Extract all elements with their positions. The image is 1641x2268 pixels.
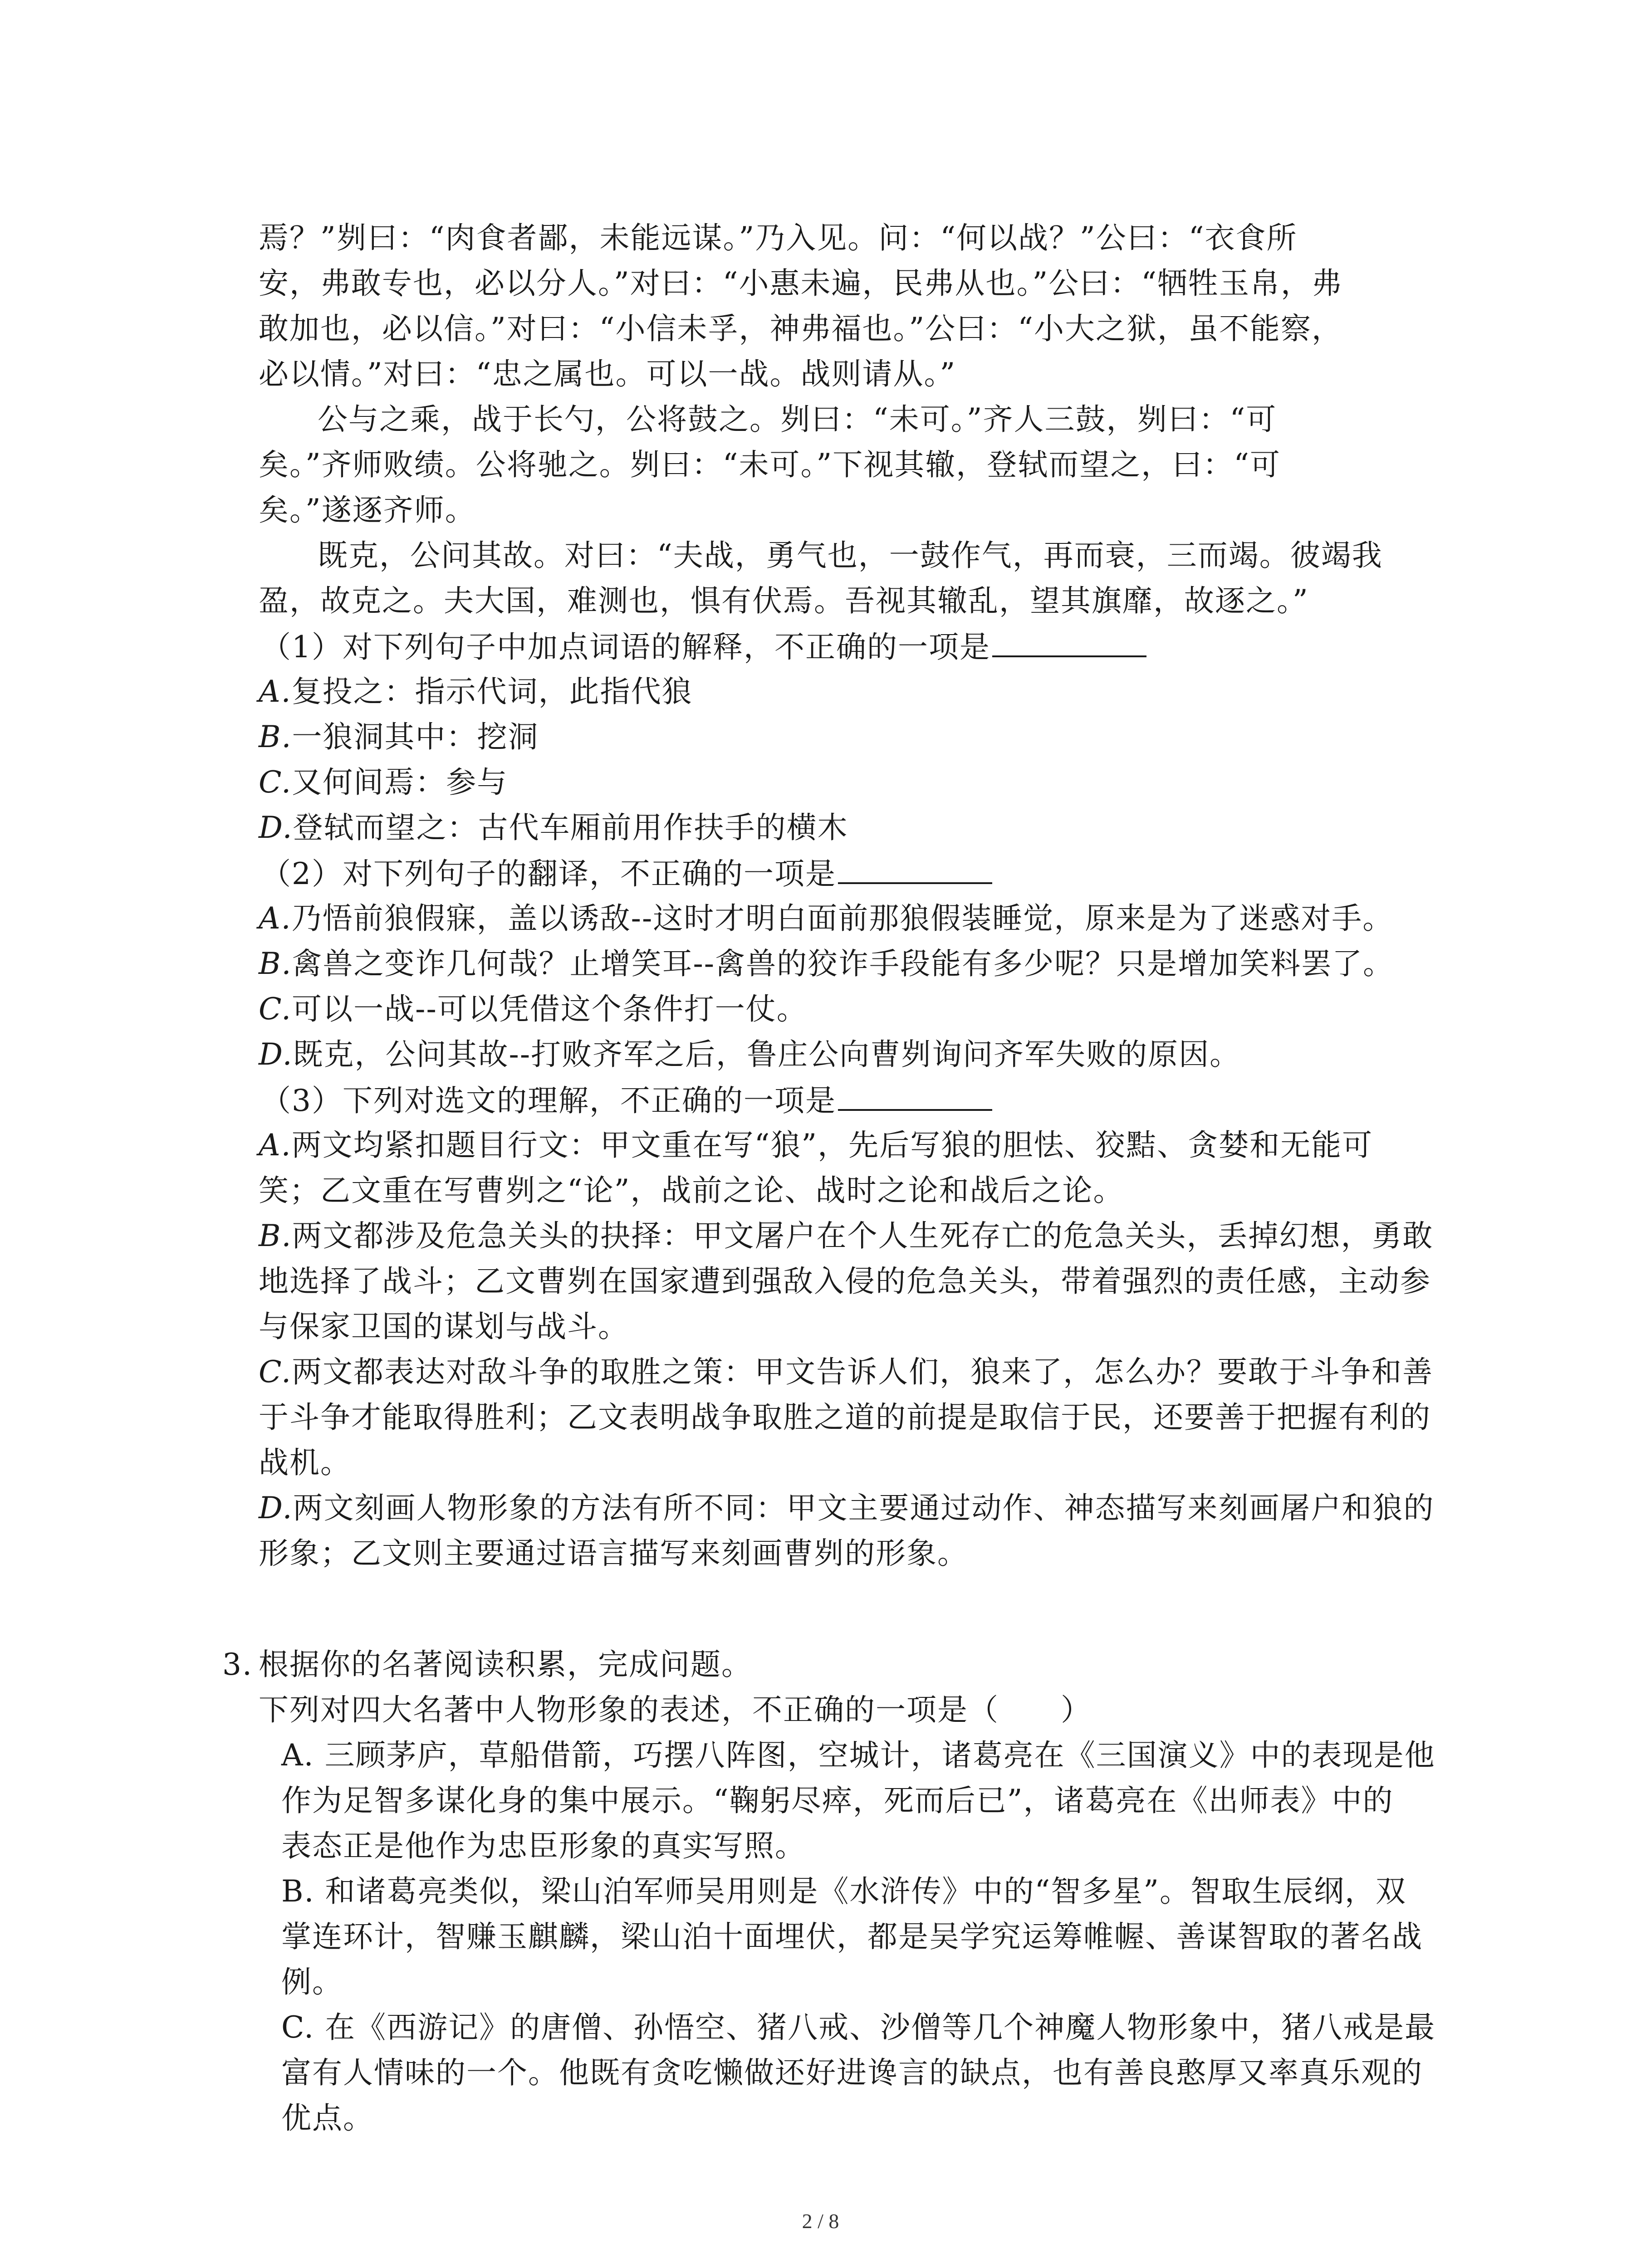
option-letter: D. (259, 1491, 293, 1525)
option-continuation: 优点。 (281, 2101, 374, 2136)
passage-line: 必以情。”对曰：“忠之属也。可以一战。战则请从。” (259, 357, 956, 391)
option-letter: A. (259, 901, 292, 936)
option-text: 乃悟前狼假寐，盖以诱敌--这时才明白面前那狼假装睡觉，原来是为了迷惑对手。 (291, 901, 1394, 936)
option-text: 两文均紧扣题目行文：甲文重在写“狼”，先后写狼的胆怯、狡黠、贪婪和无能可 (291, 1128, 1373, 1163)
option-continuation: 富有人情味的一个。他既有贪吃懒做还好进谗言的缺点，也有善良憨厚又率真乐观的 (281, 2055, 1423, 2090)
option-letter: B. (259, 719, 292, 754)
option (259, 714, 539, 760)
option-letter: C. (259, 992, 292, 1026)
option-text: 一狼洞其中：挖洞 (292, 719, 539, 754)
option-letter: C. (259, 765, 292, 800)
passage-line: 矣。”齐师败绩。公将驰之。刿曰：“未可。”下视其辙，登轼而望之，曰：“可 (259, 447, 1281, 482)
option-text: 又何间焉：参与 (292, 765, 508, 800)
option-text: 两文都涉及危急关头的抉择：甲文屠户在个人生死存亡的危急关头，丢掉幻想，勇敢 (292, 1218, 1434, 1253)
option-text: 登轼而望之：古代车厢前用作扶手的横木 (293, 810, 848, 845)
question-stem-text: （3）下列对选文的理解，不正确的一项是 (261, 1083, 836, 1118)
question-stem: 下列对四大名著中人物形象的表述，不正确的一项是（ ） (259, 1692, 1092, 1727)
option-text: 禽兽之变诈几何哉？止增笑耳--禽兽的狡诈手段能有多少呢？只是增加笑料罢了。 (292, 946, 1394, 981)
option-letter: D. (259, 810, 293, 845)
option-text: 可以一战--可以凭借这个条件打一仗。 (292, 992, 808, 1026)
option: A. 三顾茅庐，草船借箭，巧摆八阵图，空城计，诸葛亮在《三国演义》中的表现是他 (281, 1738, 1435, 1773)
option-continuation: 掌连环计，智赚玉麒麟，梁山泊十面埋伏，都是吴学究运筹帷幄、善谋智取的著名战 (281, 1919, 1423, 1954)
option (259, 987, 808, 1032)
question-stem (261, 1077, 992, 1124)
passage-line: 焉？”刿曰：“肉食者鄙，未能远谋。”乃入见。问：“何以战？”公曰：“衣食所 (259, 220, 1298, 255)
answer-blank[interactable] (838, 850, 992, 884)
option-letter: B. (259, 1218, 292, 1253)
option-continuation: 例。 (281, 1965, 343, 1999)
page-number: 2 / 8 (802, 2209, 839, 2233)
option-continuation: 地选择了战斗；乙文曹刿在国家遭到强敌入侵的危急关头，带着强烈的责任感，主动参 (259, 1264, 1431, 1299)
option (259, 1486, 1435, 1531)
option-text: 既克，公问其故--打败齐军之后，鲁庄公向曹刿询问齐军失败的原因。 (293, 1037, 1241, 1072)
passage-line: 盈，故克之。夫大国，难测也，惧有伏焉。吾视其辙乱，望其旗靡，故逐之。” (259, 583, 1309, 618)
option (259, 760, 508, 805)
option: C. 在《西游记》的唐僧、孙悟空、猪八戒、沙僧等几个神魔人物形象中，猪八戒是最 (281, 2010, 1436, 2045)
passage-line: 安，弗敢专也，必以分人。”对曰：“小惠未遍，民弗从也。”公曰：“牺牲玉帛，弗 (259, 266, 1342, 301)
option-text: 两文都表达对敌斗争的取胜之策：甲文告诉人们，狼来了，怎么办？要敢于斗争和善 (292, 1354, 1434, 1389)
question-stem (261, 850, 992, 897)
option (259, 1123, 1373, 1168)
option-continuation: 作为足智多谋化身的集中展示。“鞠躬尽瘁，死而后已”，诸葛亮在《出师表》中的 (281, 1783, 1394, 1818)
option (259, 1349, 1433, 1395)
answer-blank[interactable] (838, 1077, 992, 1111)
option-continuation: 笑；乙文重在写曹刿之“论”，战前之论、战时之论和战后之论。 (259, 1173, 1124, 1208)
passage-line: 矣。”遂逐齐师。 (259, 493, 476, 528)
passage-line: 既克，公问其故。对曰：“夫战，勇气也，一鼓作气，再而衰，三而竭。彼竭我 (318, 538, 1383, 573)
question-stem (261, 624, 1146, 670)
option-letter: B. (259, 946, 292, 981)
option-continuation: 战机。 (259, 1445, 351, 1480)
option (259, 1032, 1240, 1077)
question-title: 根据你的名著阅读积累，完成问题。 (259, 1647, 752, 1682)
option-text: 两文刻画人物形象的方法有所不同：甲文主要通过动作、神态描写来刻画屠户和狼的 (293, 1491, 1435, 1525)
question-number: 3. (222, 1647, 253, 1682)
option (259, 941, 1394, 987)
question-stem-text: （1）对下列句子中加点词语的解释，不正确的一项是 (261, 630, 990, 665)
question-stem-text: （2）对下列句子的翻译，不正确的一项是 (261, 856, 836, 891)
passage-line: 公与之乘，战于长勺，公将鼓之。刿曰：“未可。”齐人三鼓，刿曰：“可 (318, 402, 1277, 437)
option (259, 896, 1393, 941)
option-letter: A. (259, 1128, 292, 1163)
option-letter: C. (259, 1354, 292, 1389)
passage-line: 敢加也，必以信。”对曰：“小信未孚，神弗福也。”公曰：“小大之狱，虽不能察， (259, 311, 1342, 346)
option-text: 复投之：指示代词，此指代狼 (291, 674, 693, 709)
option: B. 和诸葛亮类似，梁山泊军师吴用则是《水浒传》中的“智多星”。智取生辰纲，双 (281, 1874, 1406, 1909)
option-continuation: 与保家卫国的谋划与战斗。 (259, 1309, 629, 1344)
option (259, 805, 848, 850)
option-continuation: 形象；乙文则主要通过语言描写来刻画曹刿的形象。 (259, 1536, 968, 1571)
option (259, 1213, 1433, 1259)
option-letter: D. (259, 1037, 293, 1072)
option (259, 669, 693, 714)
option-continuation: 于斗争才能取得胜利；乙文表明战争取胜之道的前提是取信于民，还要善于把握有利的 (259, 1400, 1431, 1435)
answer-blank[interactable] (992, 624, 1146, 657)
option-continuation: 表态正是他作为忠臣形象的真实写照。 (281, 1828, 806, 1863)
option-letter: A. (259, 674, 292, 709)
